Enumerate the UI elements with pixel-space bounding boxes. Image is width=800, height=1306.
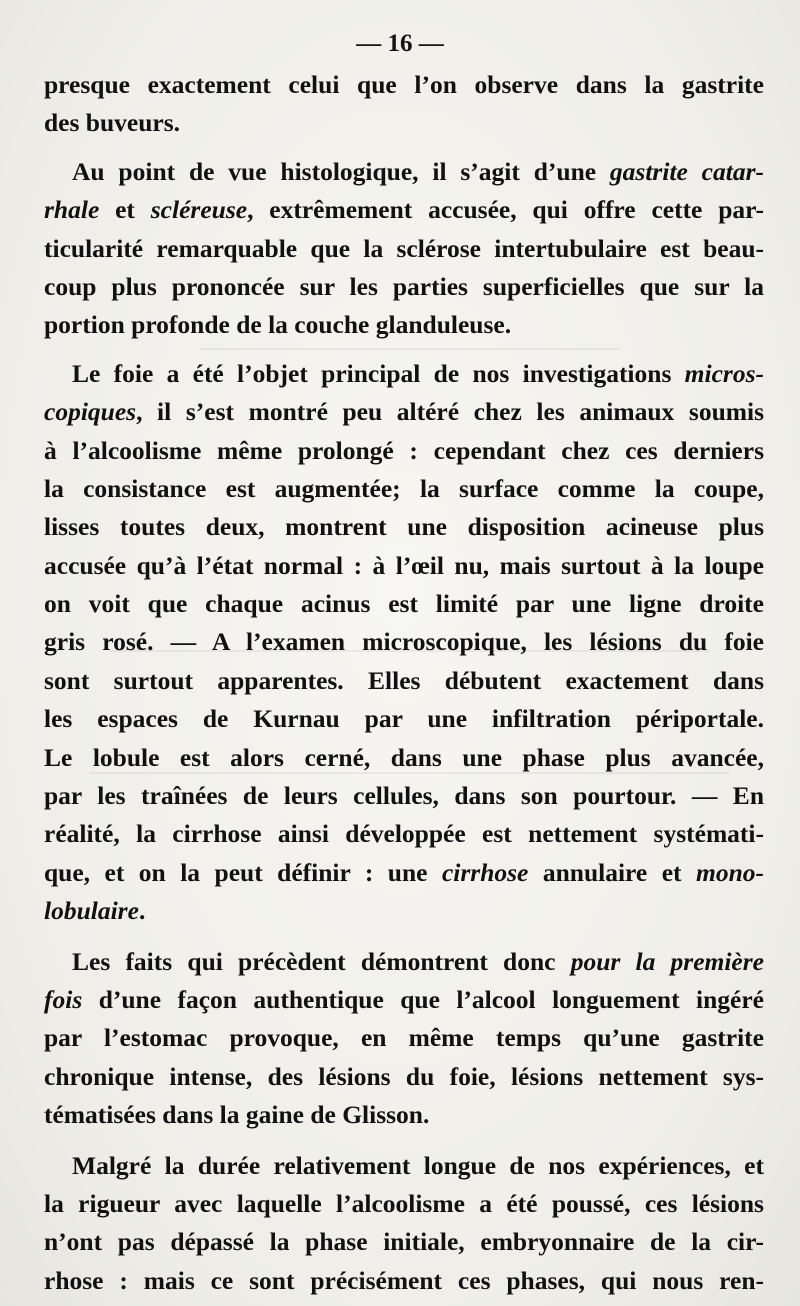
text-line: rhose : mais ce sont précisément ces phases, qui nous ren- xyxy=(44,1265,764,1295)
text-line: Le foie a été l’objet principal de nos investigations micros- xyxy=(72,358,764,388)
text-line: chronique intense, des lésions du foie, lésions nettement sys- xyxy=(44,1061,764,1091)
text-line: lobulaire. xyxy=(44,896,146,926)
text-line: portion profonde de la couche glanduleuse. xyxy=(44,310,512,340)
text-line: les espaces de Kurnau par une infiltration périportale. xyxy=(44,704,764,734)
text-line: presque exactement celui que l’on observe dans la gastrite xyxy=(44,70,764,99)
text-line: accusée qu’à l’état normal : à l’œil nu, mais surtout à la loupe xyxy=(44,550,764,580)
text-line: tématisées dans la gaine de Glisson. xyxy=(44,1100,430,1130)
text-line: que, et on la peut définir : une cirrhose annulaire et mono- xyxy=(44,857,764,887)
text-line: à l’alcoolisme même prolongé : cependant chez ces derniers xyxy=(44,435,764,465)
body-text xyxy=(44,66,764,1300)
page-number: — 16 — xyxy=(356,30,444,57)
text-line: lisses toutes deux, montrent une disposition acineuse plus xyxy=(44,512,764,542)
text-line: copiques, il s’est montré peu altéré chez les animaux soumis xyxy=(44,397,764,427)
text-line: Le lobule est alors cerné, dans une phase plus avancée, xyxy=(44,742,764,772)
text-line: coup plus prononcée sur les parties superficielles que sur la xyxy=(44,271,764,301)
text-line: par les traînées de leurs cellules, dans son pourtour. — En xyxy=(44,781,764,811)
text-line: n’ont pas dépassé la phase initiale, embryonnaire de la cir- xyxy=(44,1227,764,1257)
text-line: Au point de vue histologique, il s’agit d’une gastrite catar- xyxy=(72,156,764,186)
text-line: des buveurs. xyxy=(44,108,181,138)
text-line: on voit que chaque acinus est limité par une ligne droite xyxy=(44,589,764,619)
text-line: ticularité remarquable que la sclérose intertubulaire est beau- xyxy=(44,233,764,263)
text-line: fois d’une façon authentique que l’alcool longuement ingéré xyxy=(44,984,764,1014)
text-line: la consistance est augmentée; la surface comme la coupe, xyxy=(44,473,764,503)
text-line: sont surtout apparentes. Elles débutent exactement dans xyxy=(44,665,764,695)
text-line: gris rosé. — A l’examen microscopique, les lésions du foie xyxy=(44,627,764,657)
text-line: rhale et scléreuse, extrêmement accusée, qui offre cette par- xyxy=(44,195,764,225)
text-line: réalité, la cirrhose ainsi développée est nettement systémati- xyxy=(44,819,764,849)
text-line: Malgré la durée relativement longue de nos expériences, et xyxy=(72,1150,764,1180)
text-line: Les faits qui précèdent démontrent donc pour la première xyxy=(72,946,764,976)
text-line: la rigueur avec laquelle l’alcoolisme a été poussé, ces lésions xyxy=(44,1188,764,1218)
text-line: par l’estomac provoque, en même temps qu’une gastrite xyxy=(44,1023,764,1053)
